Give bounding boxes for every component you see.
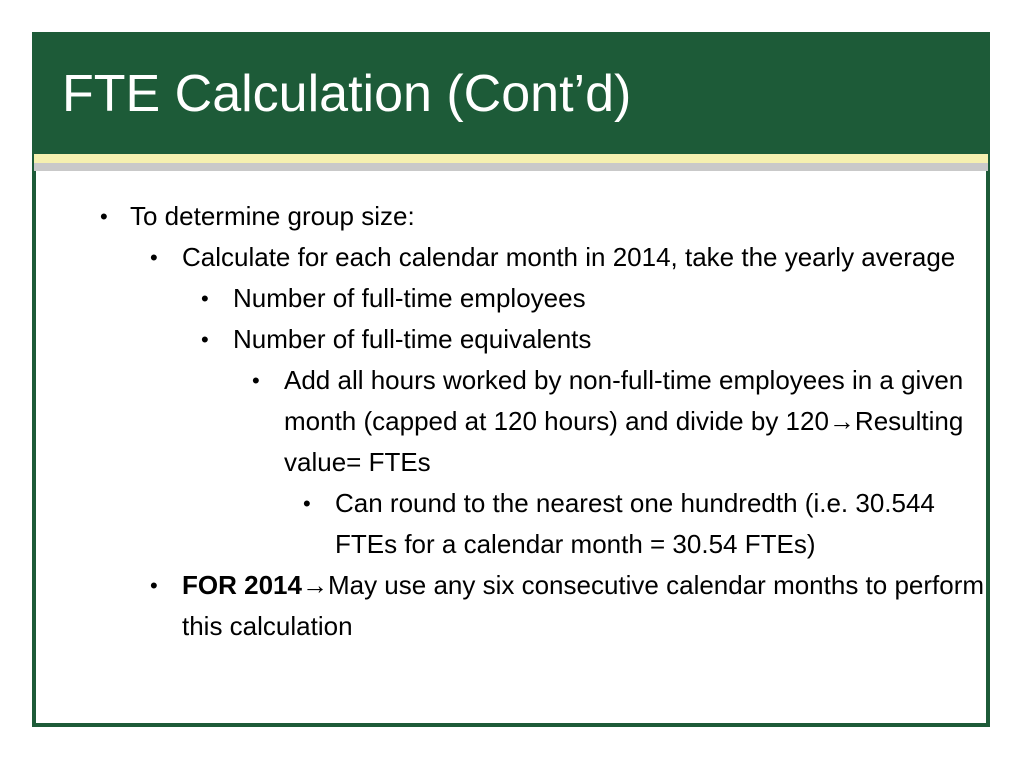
bullet-text: Number of full-time employees xyxy=(233,283,586,313)
slide-title: FTE Calculation (Cont’d) xyxy=(62,65,632,123)
bullet-text: Can round to the nearest one hundredth (i.e. 30.544 FTEs for a calendar month = 30.54 FTEs) xyxy=(335,488,935,559)
right-arrow-icon: → xyxy=(301,570,328,600)
bullet-text-continued: May use any six consecutive calendar months to perform this calculation xyxy=(182,570,985,641)
accent-band-yellow xyxy=(34,154,988,163)
bullet-full-time-equivalents xyxy=(36,319,986,360)
bullet-dot-icon: • xyxy=(100,204,108,229)
bullet-bold-text: FOR 2014 xyxy=(182,570,302,600)
bullet-for-2014 xyxy=(36,565,986,647)
right-arrow-icon: → xyxy=(828,406,855,436)
bullet-calculate-monthly xyxy=(36,237,986,278)
bullet-dot-icon: • xyxy=(303,491,311,516)
bullet-dot-icon: • xyxy=(201,327,209,352)
bullet-dot-icon: • xyxy=(150,573,158,598)
bullet-dot-icon: • xyxy=(252,368,260,393)
bullet-round-hundredth xyxy=(36,483,986,565)
bullet-text: Number of full-time equivalents xyxy=(233,324,592,354)
bullet-dot-icon: • xyxy=(201,286,209,311)
title-bar xyxy=(34,34,988,154)
bullet-add-hours xyxy=(36,360,986,483)
bullet-text: Calculate for each calendar month in 2014, take the yearly average xyxy=(182,242,956,272)
bullet-group-size xyxy=(36,196,986,237)
bullet-full-time-employees xyxy=(36,278,986,319)
slide-frame xyxy=(32,32,990,727)
bullet-list xyxy=(36,196,986,647)
content-area xyxy=(34,171,988,725)
bullet-text: Add all hours worked by non-full-time employees in a given month (capped at 120 hours) and divide by 120 xyxy=(284,365,964,436)
bullet-text: To determine group size: xyxy=(130,201,415,231)
accent-band-gray xyxy=(34,163,988,171)
bullet-dot-icon: • xyxy=(150,245,158,270)
bullet-text-continued: Resulting value= FTEs xyxy=(284,406,964,477)
